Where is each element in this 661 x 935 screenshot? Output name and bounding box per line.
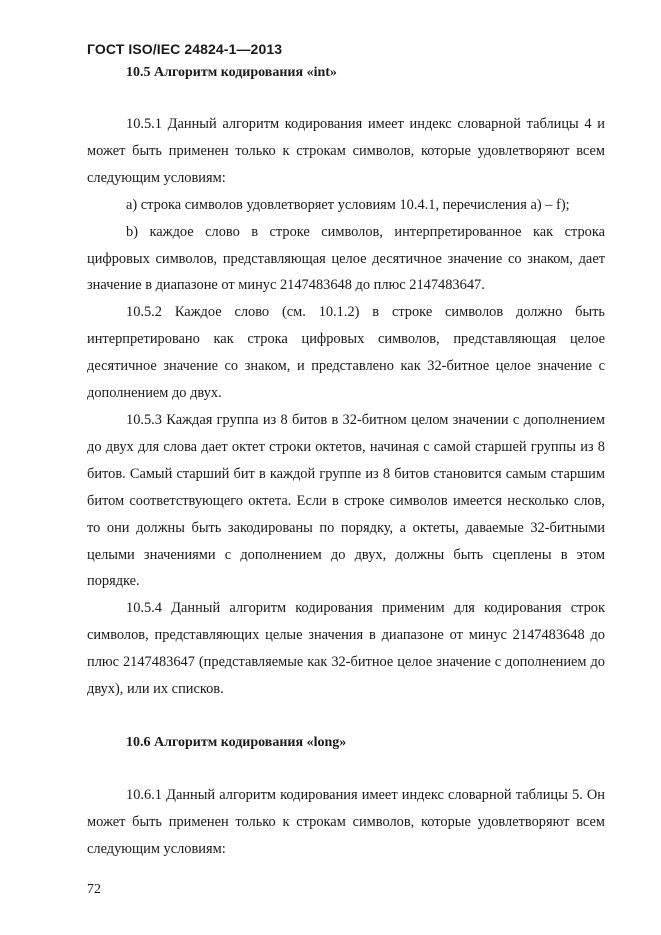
paragraph-10-5-1: 10.5.1 Данный алгоритм кодирования имеет индекс словарной таблицы 4 и может быть применен только к строкам символов, которые удовлетворяют всем следующим условиям: [87, 116, 605, 186]
list-item-a: a) строка символов удовлетворяет условиям 10.4.1, перечисления а) – f); [126, 196, 570, 213]
section-heading-10-6: 10.6 Алгоритм кодирования «long» [126, 735, 347, 750]
paragraph-10-5-2: 10.5.2 Каждое слово (см. 10.1.2) в строке символов должно быть интерпретировано как строка цифровых символов, представляющая целое десятичное значение со знаком, и представлено как 32-битное целое значение с дополнением до двух. [87, 304, 605, 402]
page-number: 72 [87, 882, 101, 897]
paragraph-10-6-1: 10.6.1 Данный алгоритм кодирования имеет индекс словарной таблицы 5. Он может быть применен только к строкам символов, которые удовлетворяют всем следующим условиям: [87, 787, 605, 857]
list-item-b: b) каждое слово в строке символов, интерпретированное как строка цифровых символов, представляющая целое десятичное значение со знаком, дает значение в диапазоне от минус 2147483648 до плюс 2147483647. [87, 223, 605, 294]
paragraph-10-5-3: 10.5.3 Каждая группа из 8 битов в 32-битном целом значении с дополнением до двух для слова дает октет строки октетов, начиная с самой старшей группы из 8 битов. Самый старший бит в каждой группе из 8 битов становится самым старшим битом соответствующего октета. Если в строке символов имеется несколько слов, то они должны быть закодированы по порядку, а октеты, даваемые 32-битными целыми значениями с дополнением до двух, должны быть сцеплены в этом порядке. [87, 411, 605, 590]
paragraph-10-5-4: 10.5.4 Данный алгоритм кодирования применим для кодирования строк символов, представляющих целые значения в диапазоне от минус 2147483648 до плюс 2147483647 (представляемые как 32-битное целое значение с дополнением до двух), или их списков. [87, 600, 605, 698]
section-body-10-6 [87, 782, 605, 863]
section-body-10-5 [87, 111, 605, 703]
section-heading-10-5: 10.5 Алгоритм кодирования «int» [126, 65, 337, 80]
document-header: ГОСТ ISO/IEC 24824-1—2013 [87, 41, 283, 57]
